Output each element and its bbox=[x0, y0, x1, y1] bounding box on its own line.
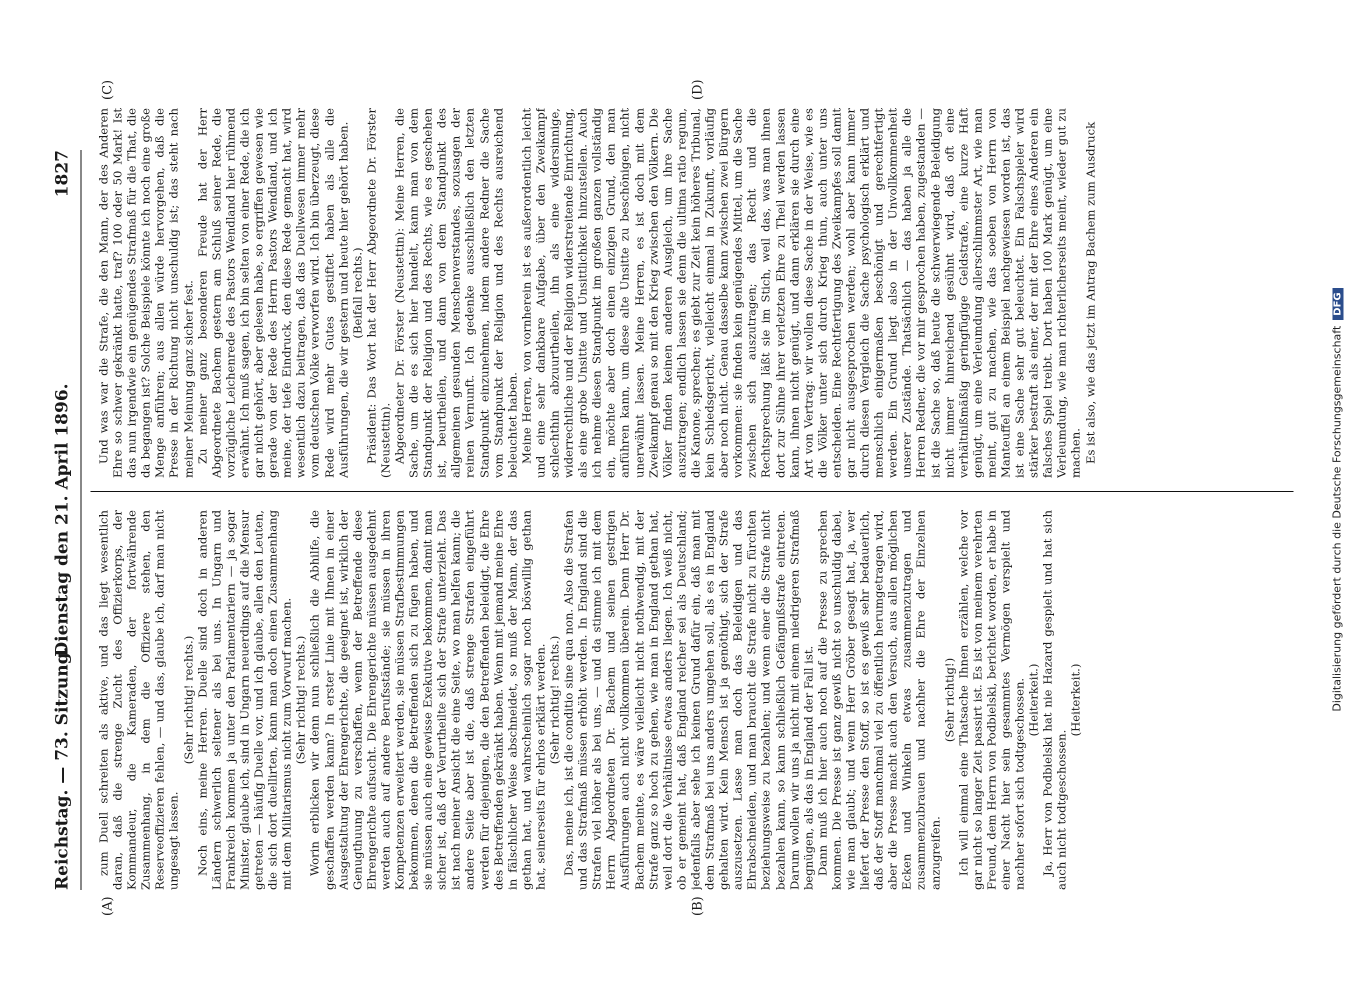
paragraph: Worin erblicken wir denn nun schließlich die Abhilfe, die geschaffen werden kann? In erster Linie mit Ihnen in einer Ausgestaltung der Ehrengerichte, die geeignet ist, wirklich der Genugthuung zu verschaffen, wenn der Betreffende diese Ehrengerichte aufsucht. Die Ehrengerichte müssen ausgedehnt werden auch auf andere Berufsstände; sie müssen in ihren Kompetenzen erweitert werden, sie müssen Strafbestimmungen bekommen, denen die Betreffenden sich zu fügen haben, und sie müssen auch eine gewisse Exekutive bekommen, damit man sicher ist, daß der Verurtheilte sich der Strafe unterzieht. Das ist nach meiner Ansicht die eine Seite, wo man helfen kann; die andere Seite aber ist die, daß strenge Strafen eingeführt werden für diejenigen, die den Betreffenden beleidigt, die Ehre des Betreffenden gekränkt haben. Wenn mit jemand meine Ehre in fälschlicher Weise abschneidet, so muß der Mann, der das gethan hat, und wahrscheinlich sogar noch böswillig gethan hat, seinerseits für ehrlos erklärt werden. bbox=[307, 510, 547, 890]
paragraph: (Heiterkeit.) bbox=[1068, 663, 1083, 737]
paragraph: Meine Herren, von vornherein ist es außerordentlich leicht und eine sehr dankbare Aufgabe, über den Zweikampf schlechthin abzuurtheilen, ihn als eine widersinnige, widerrechtliche und der Religion widerstreitende Einrichtung, als eine grobe Unsitte und Unsittlichkeit hinzustellen. Auch ich nehme diesen Standpunkt im großen ganzen vollständig ein, möchte aber doch einen einzigen Grund, den man anführen kann, um diese alte Unsitte zu beschönigen, nicht unerwähnt lassen. Meine Herren, es ist doch mit dem Zweikampf genau so mit den Krieg zwischen den Völkern. Die Völker finden keinen anderen Ausgleich, um ihre Sache auszutragen; endlich lassen sie denn die ultima ratio regum, die Kanone, sprechen; es giebt zur Zeit kein höheres Tribunal, kein Schiedsgericht, vielleicht einmal in Zukunft, vorläufig aber noch nicht. Genau dasselbe kann zwischen zwei Bürgern vorkommen: sie finden kein genügendes Mittel, um die Sache zwischen sich auszutragen; das Recht und die Rechtsprechung läßt sie im Stich, weil das, was man ihnen dort zur Sühne ihrer verletzten Ehre zu Theil werden lassen kann, ihnen nicht genügt, und dann erklären sie durch eine Art von Vertrag: wir wollen diese Sache in der Weise, wie es die Völker unter sich durch Krieg thun, auch unter uns entscheiden. Eine Rechtfertigung des Zweikampfes soll damit gar nicht ausgesprochen werden; wohl aber kann immer durch diesen Vergleich die Sache psychologisch erklärt und menschlich einigermaßen beschönigt und gerechtfertigt werden. Ein Grund liegt also in der Unvollkommenheit unserer Zustände. Thatsächlich — das haben ja alle die Herren Redner, die vor mir gesprochen haben, zugestanden — ist die Sache so, daß heute die schwerwiegende Beleidigung nicht immer hinreichend gesühnt wird, daß oft eine verhältnißmäßig geringfügige Geldstrafe, eine kurze Haft genügt, um eine Verleumdung allerschlimmster Art, wie man meint, gut zu machen, wie das soeben von Herrn von Manteuffel an einem Beispiel nachgewiesen worden ist, das ist eine Sache sehr gut beleuchtet. Ein Falschspieler wird stärker bestraft als einer, der mit der Ehre eines Anderen ein falsches Spiel treibt. Dort haben 100 Mark genügt, um eine Verleumdung, wie man richterlicherseits meint, wieder gut zu machen. bbox=[518, 108, 1083, 478]
right-text-column bbox=[96, 108, 1283, 478]
left-text-column bbox=[96, 510, 1283, 890]
paragraph: Zu meiner ganz besonderen Freude hat der Herr Abgeordnete Bachem gestern am Schluß seiner Rede, die vorzügliche Leichenrede des Pastors Wendland hier rühmend erwähnt. Ich muß sagen, ich bin selten von einer Rede, die ich gar nicht gehört, aber gelesen habe, so ergriffen gewesen wie gerade von der Rede des Herrn Pastors Wendland, und ich meine, der tiefe Eindruck, den diese Rede gemacht hat, wird wesentlich dazu beitragen, daß das Duellwesen immer mehr vom deutschen Volke verworfen wird. Ich bin überzeugt, diese Rede wird mehr Gutes gestiftet haben als alle die Ausführungen, die wir gestern und heute hier gehört haben. bbox=[194, 108, 350, 478]
paragraph: Ja, Herr von Podbielski hat nie Hazard gespielt und hat sich auch nicht todtgeschossen. bbox=[1040, 510, 1069, 890]
page-header bbox=[48, 150, 78, 890]
paragraph: (Sehr richtig! rechts.) bbox=[293, 635, 308, 765]
header-session: Reichstag. — 73. Sitzung. bbox=[52, 646, 72, 890]
margin-marker-b: (B) bbox=[690, 896, 705, 916]
dfg-logo: DFG bbox=[1332, 288, 1343, 319]
margin-marker-c: (C) bbox=[100, 79, 115, 100]
paragraph: Ich will einmal eine Thatsache Ihnen erzählen, welche vor gar nicht so langer Zeit passirt ist. Es ist von meinem verehrten Freund, dem Herrn von Podbielski, berichtet worden, er habe in einer Nacht hier sein gesammtes Vermögen verspielt und nachher sofort sich todtgeschossen. bbox=[955, 510, 1027, 890]
paragraph: (Sehr richtig! rechts.) bbox=[547, 635, 561, 765]
column-divider bbox=[90, 491, 1293, 492]
margin-marker-a: (A) bbox=[100, 896, 115, 916]
digitization-credit bbox=[1330, 0, 1343, 1000]
credit-text: Digitalisierung gefördert durch die Deutsche Forschungsgemeinschaft bbox=[1330, 325, 1343, 712]
paragraph: (Beifall rechts.) bbox=[349, 247, 364, 339]
paragraph: Abgeordneter Dr. Förster (Neustettin): Meine Herren, die Sache, um die es sich hier handelt, kann man von dem Standpunkt der Religion und des Rechts, wie es geschehen ist, beurtheilen, und dann von dem Standpunkt des allgemeinen gesunden Menschenverstandes, sozusagen der reinen Vernunft. Ich gedenke ausschließlich den letzten Standpunkt einzunehmen, indem andere Redner die Sache vom Standpunkt der Religion und des Rechts ausreichend beleuchtet haben. bbox=[391, 108, 519, 478]
header-divider bbox=[80, 150, 81, 890]
paragraph: zum Duell schreiten als aktive, und das liegt wesentlich daran, daß die strenge Zucht des Offizierkorps, der Kommandeur, die Kameraden, der fortwährende Zusammenhang, in dem die Offiziere stehen, den Reserveoffizieren fehlen, — und das, glaube ich, darf man nicht ungesagt lassen. bbox=[96, 510, 181, 890]
paragraph: Und was war die Strafe, die den Mann, der des Anderen Ehre so schwer gekränkt hatte, traf? 100 oder 50 Mark! Ist das nun irgendwie ein genügendes Strafmaß für die That, die da begangen ist? Solche Beispiele könnte ich noch eine große Menge anführen; aus allen würde hervorgehen, daß die Presse in der Richtung nicht unschuldig ist; das steht nach meiner Meinung ganz sicher fest. bbox=[96, 108, 195, 478]
header-page-number: 1827 bbox=[52, 150, 72, 198]
paragraph: (Sehr richtig! rechts.) bbox=[180, 635, 195, 765]
paragraph: (Sehr richtig!) bbox=[941, 657, 956, 743]
paragraph: Präsident: Das Wort hat der Herr Abgeordnete Dr. Förster (Neustettin). bbox=[363, 108, 392, 478]
paragraph: (Heiterkeit.) bbox=[1026, 663, 1041, 737]
paragraph: Das, meine ich, ist die conditio sine qua non. Also die Strafen und das Strafmaß müssen erhöht werden. In England sind die Strafen viel höher als bei uns, — und da stimme ich mit dem Herrn Abgeordneten Dr. Bachem und seinen gestrigen Ausführungen auch nicht vollkommen überein. Denn Herr Dr. Bachem meinte, es wäre vielleicht nicht nothwendig, mit der Strafe ganz so hoch zu gehen, wie man in England gethan hat, weil dort die Verhältnisse etwas anders liegen. Ich weiß nicht, ob er gemeint hat, daß England reicher sei als Deutschland; jedenfalls aber sehe ich keinen Grund dafür ein, daß man mit dem Strafmaß bei uns anders umgehen soll, als es in England gehalten wird. Kein Mensch ist ja genöthigt, sich der Strafe auszusetzen. Lasse man doch das Beleidigen und das Ehrabschneiden, und man braucht die Strafe nicht zu fürchten beziehungsweise zu bezahlen; und wenn einer die Strafe nicht bezahlen kann, so kann schließlich Gefängnißstrafe eintreten. Darum wollen wir uns ja nicht mit einem niedrigeren Strafmaß begnügen, als das in England der Fall ist. bbox=[561, 510, 815, 890]
margin-marker-d: (D) bbox=[690, 79, 705, 100]
paragraph: Es ist also, wie das jetzt im Antrag Bachem zum Ausdruck bbox=[1082, 121, 1097, 464]
header-date: Dienstag den 21. April 1896. bbox=[52, 383, 72, 657]
paragraph: Noch eins, meine Herren. Duelle sind doch in anderen Ländern schwerlich seltener als bei uns. In Ungarn und Frankreich kommen ja unter den Parlamentariern — ja sogar Minister, glaube ich, sind in Ungarn neuerdings auf die Mensur getreten — häufig Duelle vor, und ich glaube, allen den Leuten, die sich dort duellirten, kann man doch einen Zusammenhang mit dem Militarismus nicht zum Vorwurf machen. bbox=[194, 510, 294, 890]
paragraph: Dann muß ich hier auch noch auf die Presse zu sprechen kommen. Die Presse ist ganz gewiß nicht so unschuldig dabei, wie man glaubt; und wenn Herr Gröber gesagt hat, ja, wer liefert der Presse den Stoff, so ist es gewiß sehr bedauerlich, daß der Stoff manchmal viel zu öffentlich herumgetragen wird, aber die Presse macht auch den Versuch, aus allen möglichen Ecken und Winkeln etwas zusammenzutragen und zusammenzubrauen und nachher die Ehre der Einzelnen anzugreifen. bbox=[814, 510, 942, 890]
